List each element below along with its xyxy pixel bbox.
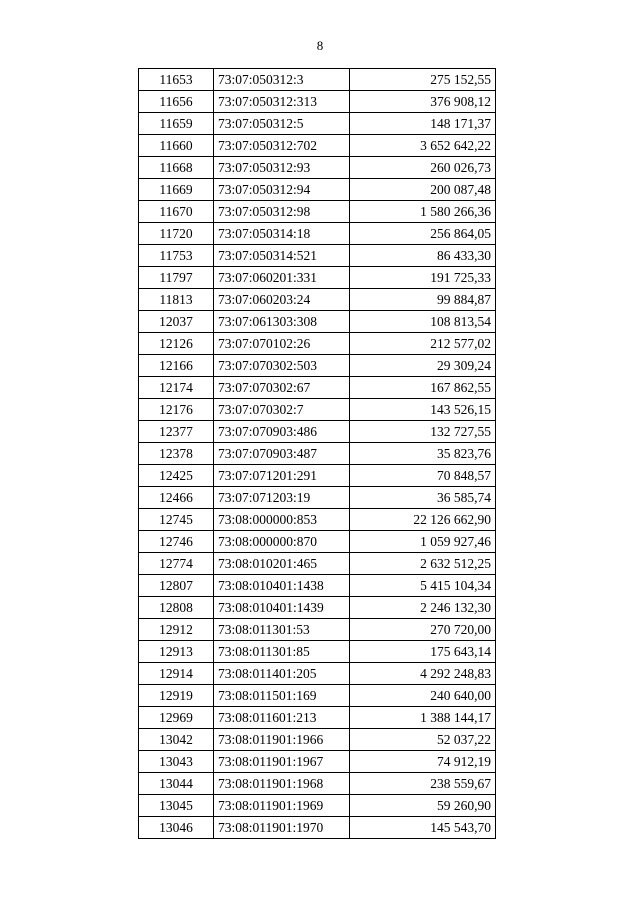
table-row [139, 773, 496, 795]
cadastral-value-cell: 376 908,12 [350, 91, 496, 113]
cadastral-value-cell: 108 813,54 [350, 311, 496, 333]
cadastral-value-cell: 275 152,55 [350, 69, 496, 91]
cadastral-number-cell: 73:07:050312:98 [214, 201, 350, 223]
row-number-cell: 11656 [139, 91, 214, 113]
cadastral-number-cell: 73:07:050312:313 [214, 91, 350, 113]
row-number-cell: 12166 [139, 355, 214, 377]
row-number-cell: 12425 [139, 465, 214, 487]
row-number-cell: 12912 [139, 619, 214, 641]
cadastral-value-table [138, 68, 496, 839]
row-number-cell: 13046 [139, 817, 214, 839]
row-number-cell: 12914 [139, 663, 214, 685]
table-row [139, 575, 496, 597]
cadastral-value-cell: 167 862,55 [350, 377, 496, 399]
table-row [139, 157, 496, 179]
cadastral-value-cell: 132 727,55 [350, 421, 496, 443]
cadastral-number-cell: 73:08:000000:853 [214, 509, 350, 531]
row-number-cell: 12745 [139, 509, 214, 531]
cadastral-value-cell: 52 037,22 [350, 729, 496, 751]
cadastral-value-cell: 238 559,67 [350, 773, 496, 795]
cadastral-value-cell: 36 585,74 [350, 487, 496, 509]
cadastral-number-cell: 73:07:070102:26 [214, 333, 350, 355]
cadastral-value-cell: 1 059 927,46 [350, 531, 496, 553]
table-row [139, 69, 496, 91]
table-row [139, 685, 496, 707]
cadastral-value-cell: 99 884,87 [350, 289, 496, 311]
table-row [139, 619, 496, 641]
row-number-cell: 12913 [139, 641, 214, 663]
cadastral-value-cell: 22 126 662,90 [350, 509, 496, 531]
table-row [139, 531, 496, 553]
table-row [139, 333, 496, 355]
cadastral-number-cell: 73:08:011901:1966 [214, 729, 350, 751]
cadastral-number-cell: 73:08:011901:1968 [214, 773, 350, 795]
row-number-cell: 12774 [139, 553, 214, 575]
cadastral-value-cell: 59 260,90 [350, 795, 496, 817]
row-number-cell: 11670 [139, 201, 214, 223]
table-row [139, 377, 496, 399]
table-row [139, 663, 496, 685]
cadastral-value-cell: 29 309,24 [350, 355, 496, 377]
cadastral-number-cell: 73:08:010401:1438 [214, 575, 350, 597]
cadastral-value-cell: 143 526,15 [350, 399, 496, 421]
cadastral-number-cell: 73:07:071203:19 [214, 487, 350, 509]
table-row [139, 729, 496, 751]
table-row [139, 113, 496, 135]
cadastral-number-cell: 73:08:010401:1439 [214, 597, 350, 619]
cadastral-value-cell: 200 087,48 [350, 179, 496, 201]
cadastral-value-cell: 270 720,00 [350, 619, 496, 641]
cadastral-value-cell: 35 823,76 [350, 443, 496, 465]
cadastral-number-cell: 73:07:070302:503 [214, 355, 350, 377]
table-row [139, 817, 496, 839]
table-row [139, 245, 496, 267]
cadastral-number-cell: 73:07:071201:291 [214, 465, 350, 487]
table-row [139, 487, 496, 509]
row-number-cell: 12176 [139, 399, 214, 421]
row-number-cell: 11660 [139, 135, 214, 157]
row-number-cell: 12807 [139, 575, 214, 597]
cadastral-number-cell: 73:07:050312:93 [214, 157, 350, 179]
row-number-cell: 11653 [139, 69, 214, 91]
table-row [139, 751, 496, 773]
cadastral-value-cell: 145 543,70 [350, 817, 496, 839]
row-number-cell: 12377 [139, 421, 214, 443]
table-row [139, 509, 496, 531]
row-number-cell: 11753 [139, 245, 214, 267]
row-number-cell: 13043 [139, 751, 214, 773]
row-number-cell: 11659 [139, 113, 214, 135]
row-number-cell: 13042 [139, 729, 214, 751]
cadastral-value-cell: 256 864,05 [350, 223, 496, 245]
table-row [139, 597, 496, 619]
cadastral-value-cell: 86 433,30 [350, 245, 496, 267]
cadastral-number-cell: 73:07:060203:24 [214, 289, 350, 311]
cadastral-number-cell: 73:08:011901:1969 [214, 795, 350, 817]
cadastral-number-cell: 73:07:070903:487 [214, 443, 350, 465]
table-row [139, 707, 496, 729]
cadastral-number-cell: 73:08:011601:213 [214, 707, 350, 729]
cadastral-value-cell: 212 577,02 [350, 333, 496, 355]
row-number-cell: 12174 [139, 377, 214, 399]
cadastral-number-cell: 73:08:000000:870 [214, 531, 350, 553]
cadastral-value-cell: 148 171,37 [350, 113, 496, 135]
row-number-cell: 12919 [139, 685, 214, 707]
row-number-cell: 11669 [139, 179, 214, 201]
cadastral-number-cell: 73:08:011501:169 [214, 685, 350, 707]
cadastral-number-cell: 73:08:010201:465 [214, 553, 350, 575]
cadastral-value-cell: 175 643,14 [350, 641, 496, 663]
cadastral-value-cell: 70 848,57 [350, 465, 496, 487]
cadastral-number-cell: 73:07:070302:7 [214, 399, 350, 421]
cadastral-value-cell: 240 640,00 [350, 685, 496, 707]
row-number-cell: 11813 [139, 289, 214, 311]
row-number-cell: 12378 [139, 443, 214, 465]
cadastral-value-cell: 3 652 642,22 [350, 135, 496, 157]
cadastral-value-cell: 5 415 104,34 [350, 575, 496, 597]
cadastral-number-cell: 73:07:070903:486 [214, 421, 350, 443]
cadastral-value-cell: 1 388 144,17 [350, 707, 496, 729]
row-number-cell: 13045 [139, 795, 214, 817]
cadastral-number-cell: 73:07:050312:94 [214, 179, 350, 201]
table-row [139, 641, 496, 663]
row-number-cell: 12037 [139, 311, 214, 333]
table-row [139, 289, 496, 311]
table-row [139, 135, 496, 157]
cadastral-number-cell: 73:08:011901:1970 [214, 817, 350, 839]
cadastral-number-cell: 73:07:061303:308 [214, 311, 350, 333]
table-row [139, 311, 496, 333]
cadastral-number-cell: 73:07:050314:521 [214, 245, 350, 267]
cadastral-value-cell: 4 292 248,83 [350, 663, 496, 685]
table-row [139, 179, 496, 201]
cadastral-number-cell: 73:08:011301:53 [214, 619, 350, 641]
table-row [139, 443, 496, 465]
table-row [139, 553, 496, 575]
cadastral-value-cell: 1 580 266,36 [350, 201, 496, 223]
table-row [139, 355, 496, 377]
table-row [139, 795, 496, 817]
table-row [139, 201, 496, 223]
cadastral-number-cell: 73:07:050314:18 [214, 223, 350, 245]
table-body [139, 69, 496, 839]
cadastral-value-cell: 260 026,73 [350, 157, 496, 179]
cadastral-number-cell: 73:07:050312:5 [214, 113, 350, 135]
page-number: 8 [316, 38, 324, 53]
table-row [139, 267, 496, 289]
cadastral-value-cell: 74 912,19 [350, 751, 496, 773]
row-number-cell: 11668 [139, 157, 214, 179]
cadastral-number-cell: 73:08:011901:1967 [214, 751, 350, 773]
row-number-cell: 13044 [139, 773, 214, 795]
table-row [139, 399, 496, 421]
table-row [139, 91, 496, 113]
cadastral-number-cell: 73:08:011401:205 [214, 663, 350, 685]
row-number-cell: 12808 [139, 597, 214, 619]
cadastral-number-cell: 73:07:050312:702 [214, 135, 350, 157]
row-number-cell: 12126 [139, 333, 214, 355]
row-number-cell: 11797 [139, 267, 214, 289]
cadastral-value-cell: 2 246 132,30 [350, 597, 496, 619]
row-number-cell: 11720 [139, 223, 214, 245]
cadastral-number-cell: 73:08:011301:85 [214, 641, 350, 663]
table-row [139, 223, 496, 245]
cadastral-number-cell: 73:07:050312:3 [214, 69, 350, 91]
row-number-cell: 12969 [139, 707, 214, 729]
row-number-cell: 12746 [139, 531, 214, 553]
cadastral-number-cell: 73:07:060201:331 [214, 267, 350, 289]
cadastral-value-cell: 191 725,33 [350, 267, 496, 289]
cadastral-value-cell: 2 632 512,25 [350, 553, 496, 575]
table-row [139, 465, 496, 487]
table-row [139, 421, 496, 443]
row-number-cell: 12466 [139, 487, 214, 509]
cadastral-number-cell: 73:07:070302:67 [214, 377, 350, 399]
